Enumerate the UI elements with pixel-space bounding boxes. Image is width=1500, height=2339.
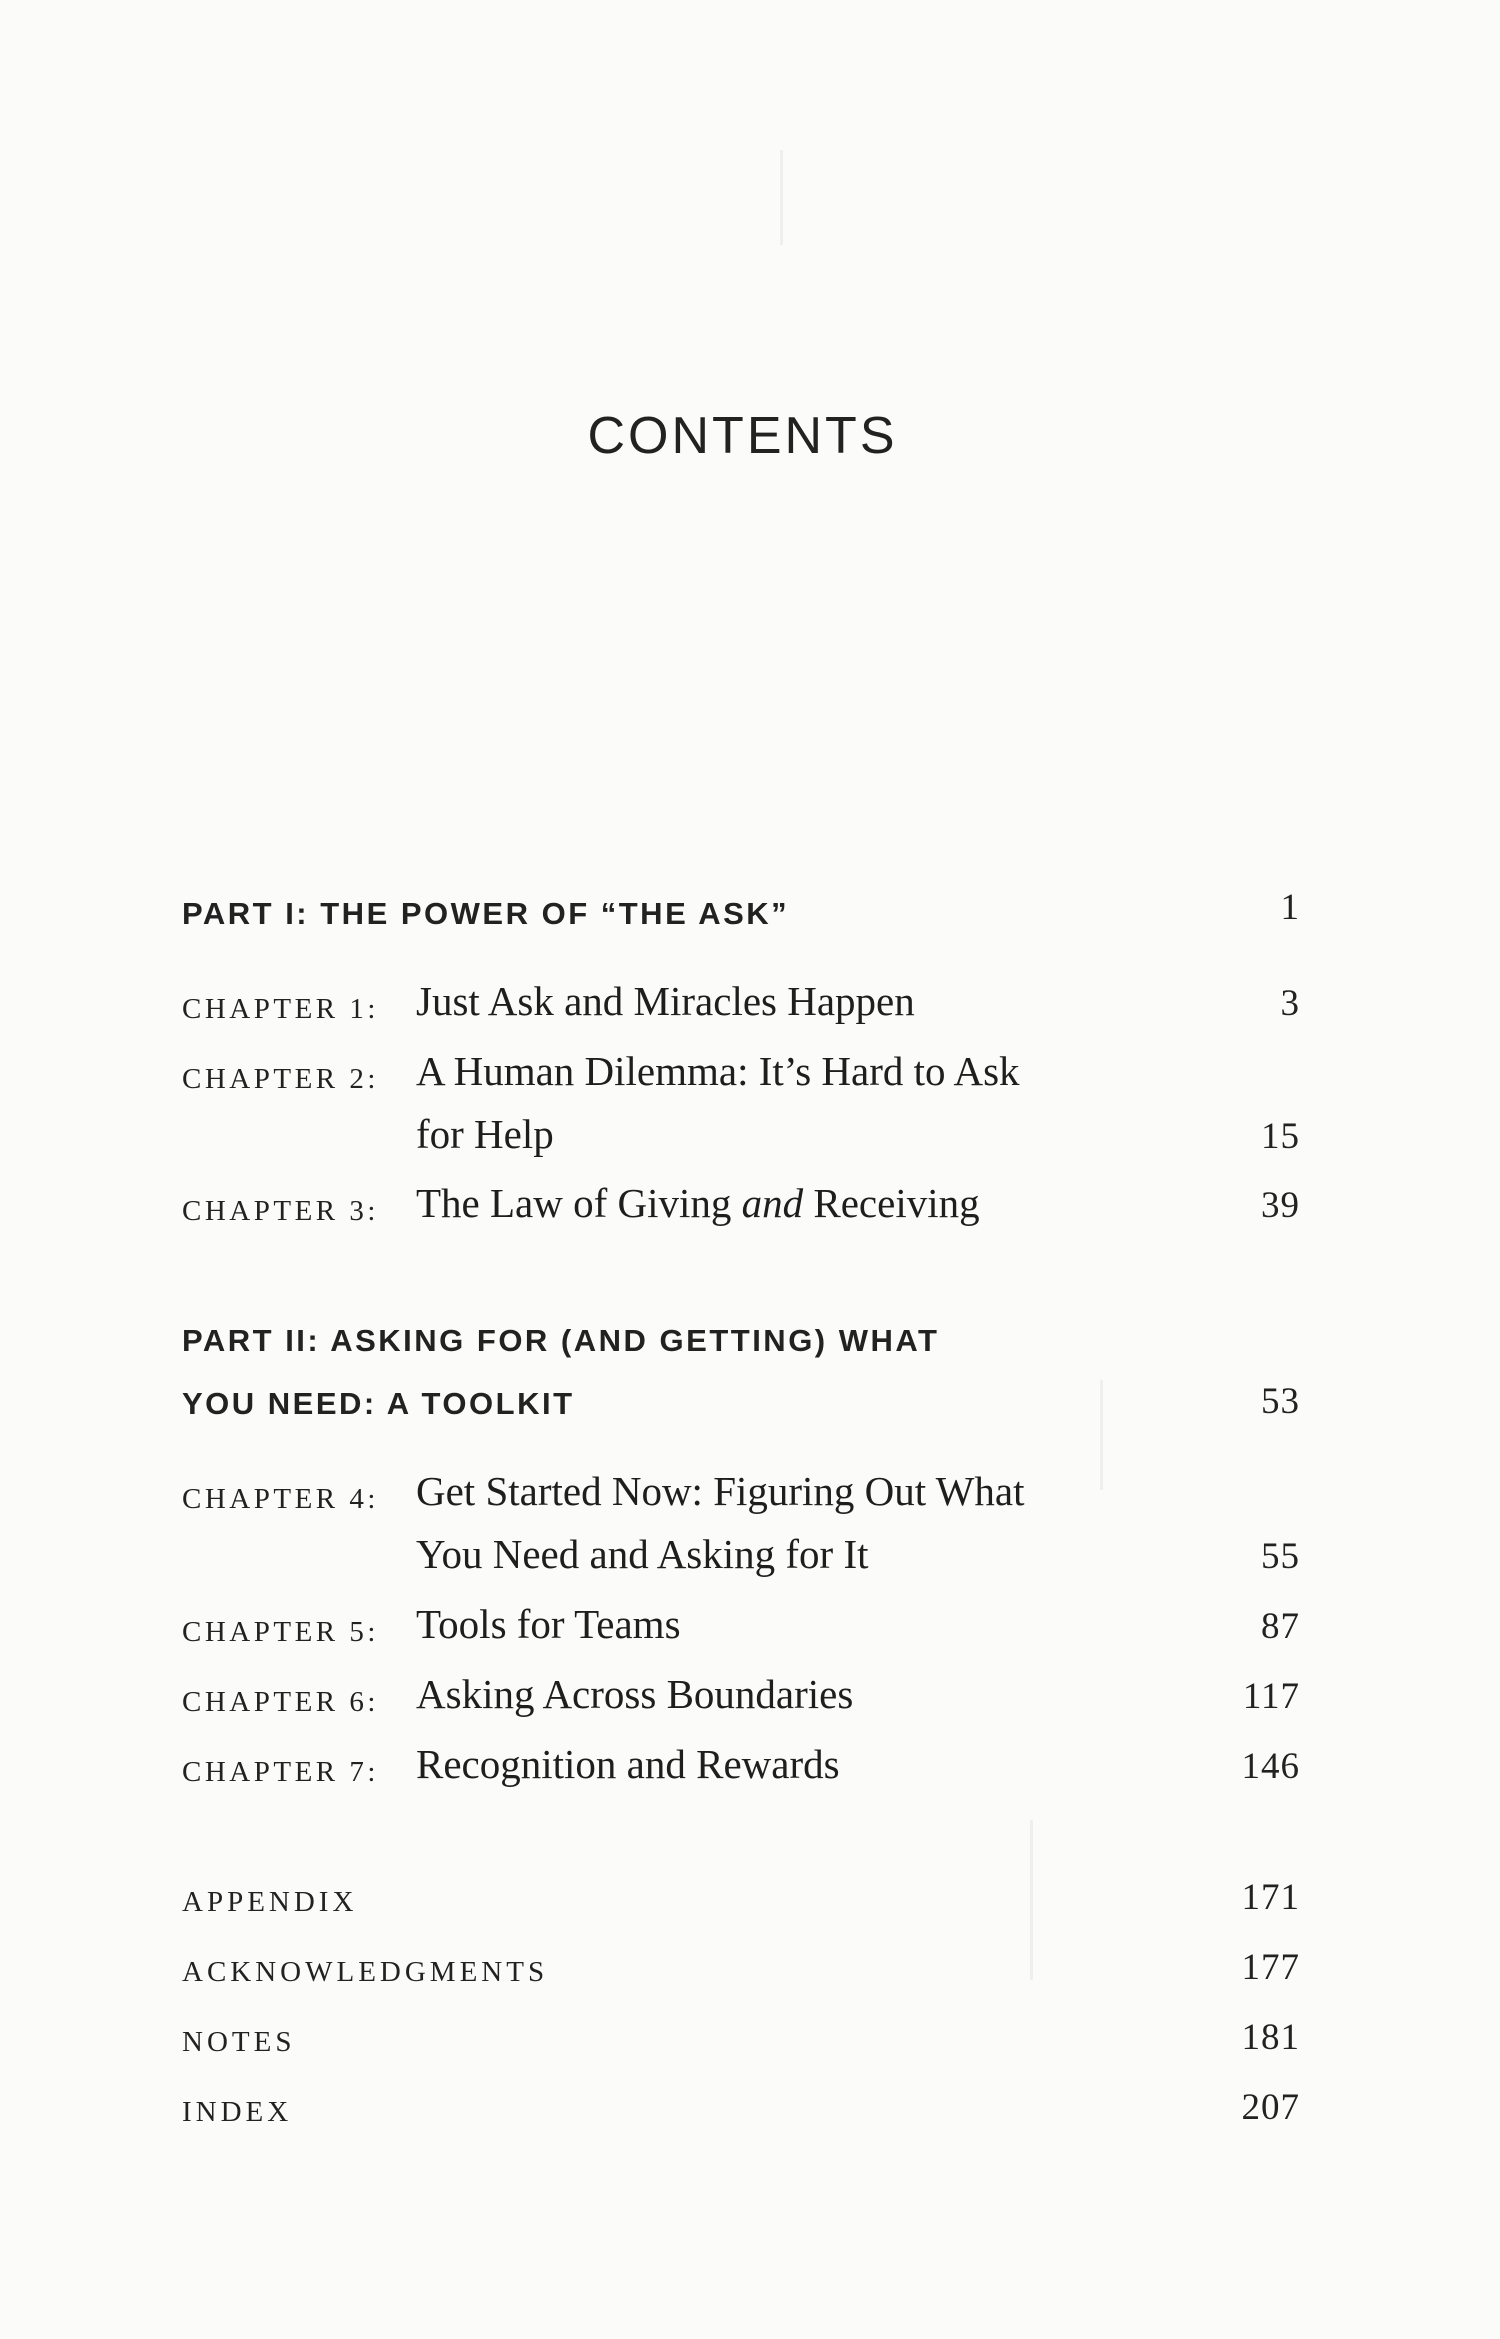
chapter-5-page: 87 (1261, 1606, 1300, 1647)
paper-mark (780, 150, 783, 245)
paper-mark (1100, 1380, 1103, 1490)
back-matter-page: 171 (1241, 1877, 1300, 1918)
chapter-7-title: Recognition and Rewards (416, 1741, 840, 1787)
back-matter-label: APPENDIX (182, 1886, 358, 1918)
chapter-3-title-end: Receiving (803, 1180, 980, 1226)
back-matter-page: 181 (1241, 2017, 1300, 2058)
chapter-7-label: CHAPTER 7: (182, 1756, 379, 1788)
chapter-5-label: CHAPTER 5: (182, 1616, 379, 1648)
back-matter-page: 207 (1241, 2087, 1300, 2128)
chapter-7-page: 146 (1241, 1746, 1300, 1787)
chapter-2-label: CHAPTER 2: (182, 1063, 379, 1095)
chapter-4-title-line-2: You Need and Asking for It (416, 1531, 869, 1577)
chapter-1-title: Just Ask and Miracles Happen (416, 978, 915, 1024)
chapter-2-title-line-2: for Help (416, 1111, 554, 1157)
chapter-3-title-start: The Law of Giving (416, 1180, 742, 1226)
page-title: CONTENTS (587, 407, 898, 465)
chapter-5-title: Tools for Teams (416, 1601, 681, 1647)
part-2-title-line-1: PART II: ASKING FOR (AND GETTING) WHAT (182, 1323, 940, 1358)
chapter-2-title-line-1: A Human Dilemma: It’s Hard to Ask (416, 1048, 1020, 1094)
back-matter-label: ACKNOWLEDGMENTS (182, 1956, 549, 1988)
chapter-4-page: 55 (1261, 1536, 1300, 1577)
chapter-4-label: CHAPTER 4: (182, 1483, 379, 1515)
chapter-3-title-italic: and (741, 1180, 804, 1226)
chapter-2-page: 15 (1261, 1116, 1300, 1157)
back-matter-label: NOTES (182, 2026, 296, 2058)
part-2-title-line-2: YOU NEED: A TOOLKIT (182, 1386, 575, 1421)
paper-mark (1030, 1820, 1033, 1980)
chapter-1-label: CHAPTER 1: (182, 993, 379, 1025)
chapter-6-title: Asking Across Boundaries (416, 1671, 854, 1717)
part-2-page: 53 (1261, 1381, 1300, 1422)
chapter-3-page: 39 (1261, 1185, 1300, 1226)
chapter-4-title-line-1: Get Started Now: Figuring Out What (416, 1468, 1025, 1514)
back-matter-page: 177 (1241, 1947, 1300, 1988)
chapter-3-title (416, 1172, 980, 1235)
chapter-3-label: CHAPTER 3: (182, 1195, 379, 1227)
part-1-page: 1 (1280, 887, 1300, 928)
back-matter-label: INDEX (182, 2096, 293, 2128)
part-1-title: PART I: THE POWER OF “THE ASK” (182, 896, 790, 931)
chapter-6-label: CHAPTER 6: (182, 1686, 379, 1718)
chapter-6-page: 117 (1242, 1676, 1300, 1717)
chapter-1-page: 3 (1280, 983, 1300, 1024)
